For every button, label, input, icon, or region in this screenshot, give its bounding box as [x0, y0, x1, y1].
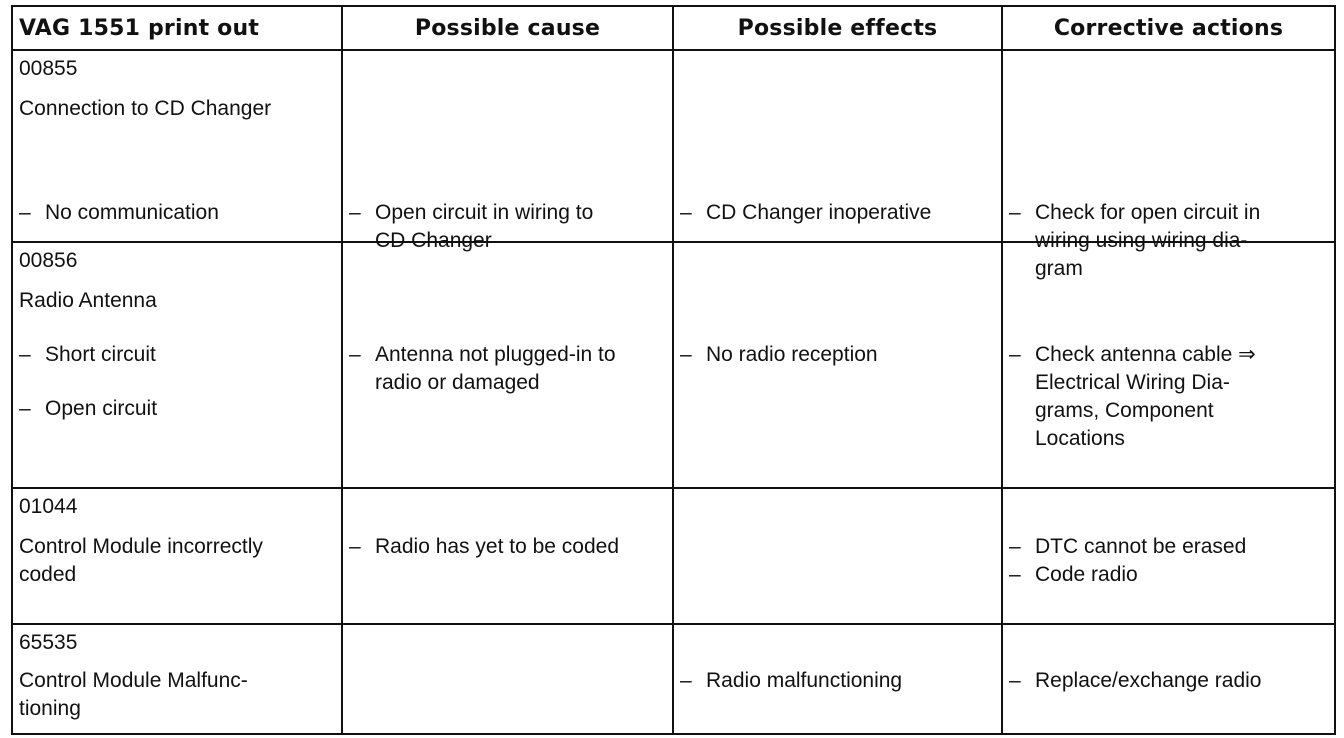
dtc-name: [19, 667, 248, 723]
action-item: – DTC cannot be erased: [1009, 535, 1247, 558]
dtc-name-line: coded: [19, 563, 77, 586]
header-printout: VAG 1551 print out: [12, 6, 342, 50]
dtc-code: 00856: [19, 249, 78, 272]
action-item: – Replace/exchange radio: [1009, 669, 1262, 692]
condition-item: – Open circuit: [19, 397, 158, 420]
actions-cell: [1002, 242, 1335, 488]
dtc-name-line: tioning: [19, 697, 81, 720]
condition-text: No communication: [45, 201, 219, 224]
cause-cell: [342, 488, 673, 624]
table-row: [12, 50, 1335, 242]
action-line: Check antenna cable ⇒: [1035, 343, 1256, 366]
dtc-name: Connection to CD Changer: [19, 97, 272, 120]
effect-item: – No radio reception: [680, 343, 878, 366]
dtc-code: 00855: [19, 57, 78, 80]
action-item: – Code radio: [1009, 563, 1138, 586]
action-text: Code radio: [1035, 563, 1138, 586]
action-item: – Check antenna cable ⇒ Electrical Wiring Dia- grams, Component Locations: [1009, 341, 1330, 453]
dtc-code: 65535: [19, 631, 78, 654]
action-line: grams, Component: [1035, 399, 1214, 422]
cause-cell: [342, 242, 673, 488]
cause-text: Radio has yet to be coded: [375, 535, 620, 558]
effect-item: – CD Changer inoperative: [680, 201, 932, 224]
header-row: [12, 6, 1335, 50]
header-actions: Corrective actions: [1002, 6, 1335, 50]
cause-cell: [342, 50, 673, 252]
dtc-name: [19, 533, 263, 589]
action-text: DTC cannot be erased: [1035, 535, 1247, 558]
cause-item: – Radio has yet to be coded: [349, 535, 620, 558]
condition-item: – No communication: [19, 201, 219, 224]
header-effects: Possible effects: [673, 6, 1002, 50]
effects-cell: [673, 624, 1002, 734]
condition-text: Open circuit: [45, 397, 158, 420]
effect-text: Radio malfunctioning: [706, 669, 903, 692]
printout-cell: [12, 624, 342, 734]
table-row: [12, 624, 1335, 734]
cause-item: – Antenna not plugged-in to radio or damaged: [349, 341, 668, 397]
actions-cell: [1002, 50, 1335, 280]
effects-cell: [673, 488, 1002, 624]
action-text: Replace/exchange radio: [1035, 669, 1262, 692]
action-item: – Check for open circuit in wiring using wiring dia- gram: [1009, 199, 1330, 283]
dtc-name: Radio Antenna: [19, 289, 157, 312]
dtc-name-line: Control Module incorrectly: [19, 535, 263, 558]
cause-item: – Open circuit in wiring to CD Changer: [349, 199, 668, 255]
action-line: gram: [1035, 257, 1083, 280]
effect-text: CD Changer inoperative: [706, 201, 932, 224]
effects-cell: [673, 50, 1002, 242]
dtc-name-line: Control Module Malfunc-: [19, 669, 248, 692]
action-line: Locations: [1035, 427, 1125, 450]
cause-cell: [342, 624, 673, 734]
condition-item: – Short circuit: [19, 343, 156, 366]
condition-text: Short circuit: [45, 343, 156, 366]
printout-cell: [12, 242, 342, 488]
dtc-code: 01044: [19, 495, 78, 518]
action-line: wiring using wiring dia-: [1035, 229, 1248, 252]
header-cause: Possible cause: [342, 6, 673, 50]
actions-cell: [1002, 624, 1335, 734]
table-row: [12, 242, 1335, 488]
cause-line: CD Changer: [375, 229, 492, 252]
cause-line: Open circuit in wiring to: [375, 201, 594, 224]
action-line: Check for open circuit in: [1035, 201, 1261, 224]
action-line: Electrical Wiring Dia-: [1035, 371, 1230, 394]
effect-item: – Radio malfunctioning: [680, 669, 903, 692]
printout-cell: [12, 50, 342, 242]
effects-cell: [673, 242, 1002, 488]
effect-text: No radio reception: [706, 343, 878, 366]
printout-cell: [12, 488, 342, 624]
cause-line: Antenna not plugged-in to: [375, 343, 616, 366]
cause-line: radio or damaged: [375, 371, 540, 394]
actions-cell: [1002, 488, 1335, 624]
dtc-table: [11, 5, 1336, 735]
table-row: [12, 488, 1335, 624]
